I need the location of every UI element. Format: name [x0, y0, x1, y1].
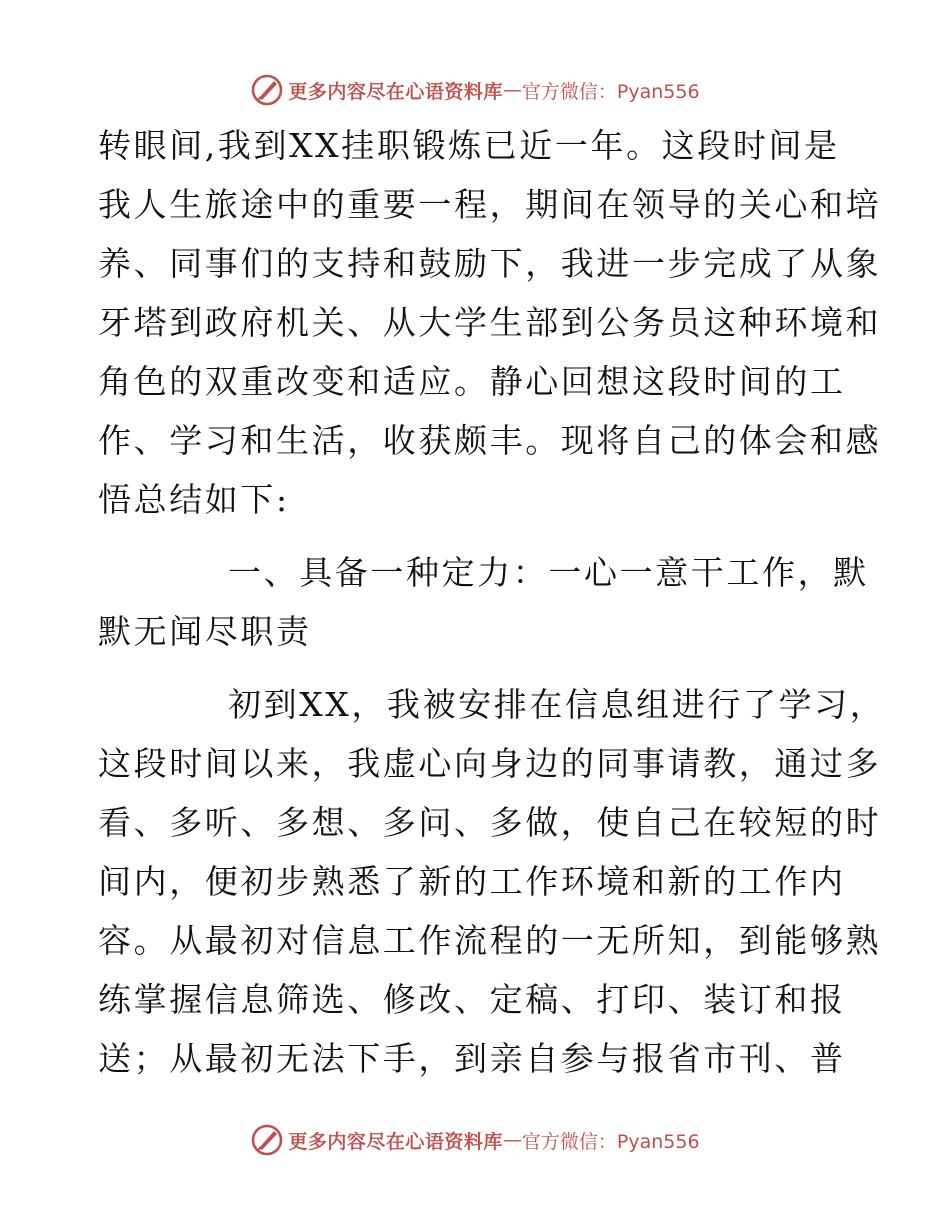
text-line: 我人生旅途中的重要一程，期间在领导的关心和培: [98, 185, 882, 224]
text-line: 悟总结如下:: [98, 480, 290, 519]
body-paragraph: [98, 675, 886, 1088]
watermark-wechat: 官方微信：Pyan556: [521, 80, 700, 103]
watermark-title: 更多内容尽在心语资料库: [288, 1130, 503, 1153]
text-line: 养、同事们的支持和鼓励下，我进一步完成了从象: [98, 244, 882, 283]
watermark-wechat: 官方微信：Pyan556: [521, 1130, 700, 1153]
text-line: 容。从最初对信息工作流程的一无所知，到能够熟: [98, 921, 882, 960]
watermark-dash: —: [502, 79, 522, 101]
watermark-title: 更多内容尽在心语资料库: [288, 80, 503, 103]
watermark-dash: —: [502, 1129, 522, 1151]
footer-watermark: [0, 1120, 950, 1160]
section-heading: [98, 543, 869, 661]
quill-logo-icon: [250, 73, 284, 107]
text-line: 看、多听、多想、多问、多做，使自己在较短的时: [98, 803, 882, 842]
header-watermark: [0, 70, 950, 110]
heading-line: 默无闻尽职责: [98, 612, 312, 651]
text-line: 角色的双重改变和适应。静心回想这段时间的工: [98, 362, 846, 401]
intro-paragraph: [98, 116, 882, 529]
text-line: 转眼间,我到XX挂职锻炼已近一年。这段时间是: [98, 126, 840, 165]
document-body: [98, 116, 886, 1088]
text-line: 练掌握信息筛选、修改、定稿、打印、装订和报: [98, 980, 846, 1019]
text-line: 初到XX，我被安排在信息组进行了学习，: [228, 685, 886, 724]
heading-line: 一、具备一种定力：一心一意干工作，默: [228, 553, 869, 592]
text-line: 这段时间以来，我虚心向身边的同事请教，通过多: [98, 744, 882, 783]
text-line: 作、学习和生活，收获颇丰。现将自己的体会和感: [98, 421, 882, 460]
text-line: 牙塔到政府机关、从大学生部到公务员这种环境和: [98, 303, 882, 342]
quill-logo-icon: [250, 1123, 284, 1157]
text-line: 送；从最初无法下手，到亲自参与报省市刊、普: [98, 1039, 846, 1078]
text-line: 间内，便初步熟悉了新的工作环境和新的工作内: [98, 862, 846, 901]
